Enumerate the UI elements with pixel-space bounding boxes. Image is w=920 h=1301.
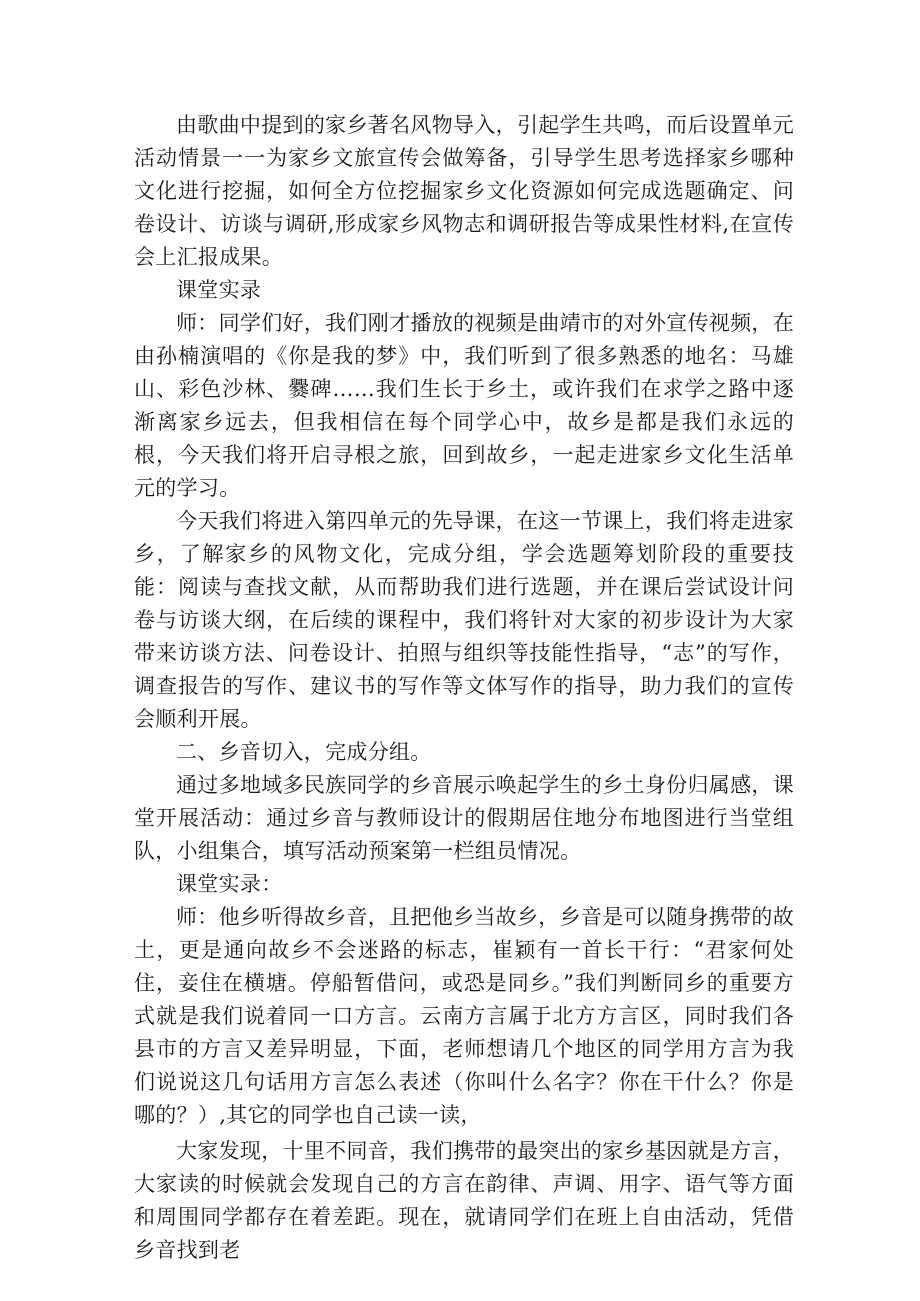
paragraph-dialect-discovery: 大家发现，十里不同音，我们携带的最突出的家乡基因就是方言，大家读的时候就会发现自己的方言在韵律、声调、用字、语气等方面和周围同学都存在着差距。现在，就请同学们在班上自由活动，凭借乡音找到老 (134, 1139, 794, 1262)
paragraph-heading-classroom-record-2: 课堂实录： (176, 872, 283, 896)
paragraph-teacher-dialect: 师：他乡听得故乡音，且把他乡当故乡，乡音是可以随身携带的故土，更是通向故乡不会迷路的标志，崔颖有一首长干行：“君家何处住，妾住在横塘。停船暂借问，或恐是同乡。”我们判断同乡的重要方式就是我们说着同一口方言。云南方言属于北方方言区，同时我们各县市的方言又差异明显，下面，老师想请几个地区的同学用方言为我们说说这几句话用方言怎么表述（你叫什么名字？你在干什么？你是哪的？）,其它的同学也自己读一读， (134, 905, 794, 1127)
paragraph-teacher-opening: 师：同学们好，我们刚才播放的视频是曲靖市的对外宣传视频，在由孙楠演唱的《你是我的梦》中，我们听到了很多熟悉的地名：马雄山、彩色沙林、爨碑……我们生长于乡土，或许我们在求学之路中逐渐离家乡远去，但我相信在每个同学心中，故乡是都是我们永远的根，今天我们将开启寻根之旅，回到故乡，一起走进家乡文化生活单元的学习。 (134, 311, 794, 500)
paragraph-section-two-heading: 二、乡音切入，完成分组。 (176, 740, 432, 764)
paragraph-unit-overview: 今天我们将进入第四单元的先导课，在这一节课上，我们将走进家乡，了解家乡的风物文化，完成分组，学会选题筹划阶段的重要技能：阅读与查找文献，从而帮助我们进行选题，并在课后尝试设计问卷与访谈大纲，在后续的课程中，我们将针对大家的初步设计为大家带来访谈方法、问卷设计、拍照与组织等技能性指导，“志”的写作，调查报告的写作、建议书的写作等文体写作的指导，助力我们的宣传会顺利开展。 (134, 509, 794, 731)
paragraph-heading-classroom-record: 课堂实录 (176, 278, 262, 302)
paragraph-intro-activity: 由歌曲中提到的家乡著名风物导入，引起学生共鸣，而后设置单元活动情景一一为家乡文旅宣传会做筹备，引导学生思考选择家乡哪种文化进行挖掘，如何全方位挖掘家乡文化资源如何完成选题确定、问卷设计、访谈与调研,形成家乡风物志和调研报告等成果性材料,在宣传会上汇报成果。 (134, 113, 794, 269)
paragraph-grouping-activity: 通过多地域多民族同学的乡音展示唤起学生的乡土身份归属感，课堂开展活动：通过乡音与教师设计的假期居住地分布地图进行当堂组队，小组集合，填写活动预案第一栏组员情况。 (134, 773, 794, 863)
document-body (134, 109, 794, 1267)
